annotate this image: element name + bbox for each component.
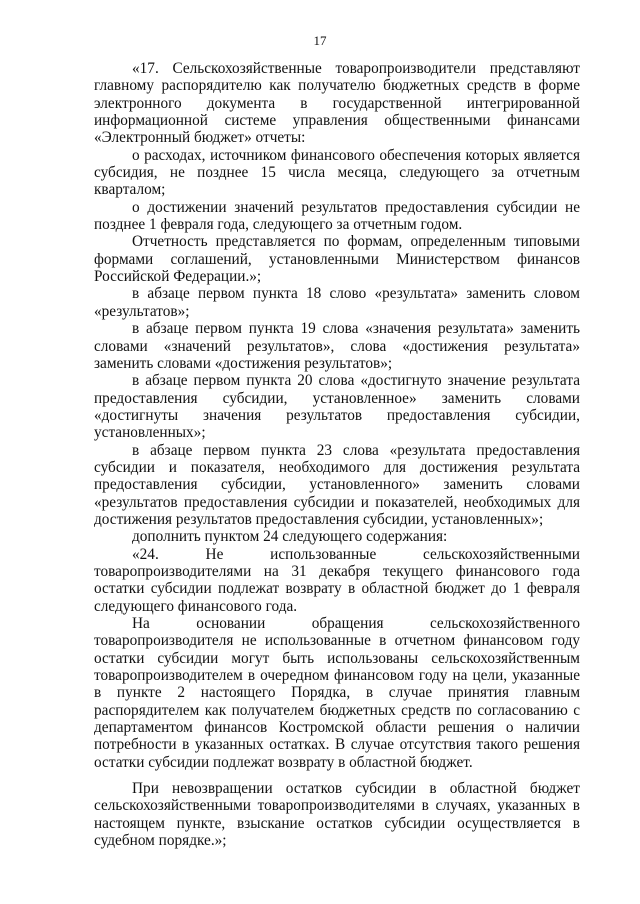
paragraph: «17. Сельскохозяйственные товаропроизводители представляют главному распорядителю как получателю бюджетных средств в форме электронного документа в государственной интегрированной информационной системе управления общественными финансами «Электронный бюджет» отчеты: xyxy=(94,60,580,147)
document-body xyxy=(94,60,580,849)
paragraph: о расходах, источником финансового обеспечения которых является субсидия, не позднее 15 числа месяца, следующего за отчетным кварталом; xyxy=(94,146,580,199)
paragraph: в абзаце первом пункта 20 слова «достигнуто значение результата предоставления субсидии, установленное» заменить словами «достигнуты значения результатов предоставления субсидии, установленных»; xyxy=(94,372,580,442)
paragraph: При невозвращении остатков субсидии в областной бюджет сельскохозяйственными товаропроизводителями в случаях, указанных в настоящем пункте, взыскание остатков субсидии осуществляется в судебном порядке.»; xyxy=(94,780,580,850)
paragraph: о достижении значений результатов предоставления субсидии не позднее 1 февраля года, следующего за отчетным годом. xyxy=(94,198,580,234)
paragraph: в абзаце первом пункта 23 слова «результата предоставления субсидии и показателя, необходимого для достижения результата предоставления субсидии, установленного» заменить словами «результатов предоставления субсидии и показателей, необходимых для достижения результатов предоставления субсидии, установленных»; xyxy=(94,441,580,528)
page-number: 17 xyxy=(313,33,327,48)
paragraph: Отчетность представляется по формам, определенным типовыми формами соглашений, установленными Министерством финансов Российской Федерации.»; xyxy=(94,233,580,286)
paragraph: «24. Не использованные сельскохозяйственными товаропроизводителями на 31 декабря текущего финансового года остатки субсидии подлежат возврату в областной бюджет до 1 февраля следующего финансового года. xyxy=(94,545,580,615)
paragraph: в абзаце первом пункта 18 слово «результата» заменить словом «результатов»; xyxy=(94,285,580,320)
paragraph: дополнить пунктом 24 следующего содержания: xyxy=(132,528,448,546)
paragraph: На основании обращения сельскохозяйственного товаропроизводителя не использованные в отчетном финансовом году остатки субсидии могут быть использованы сельскохозяйственным товаропроизводителем в очередном финансовом году на цели, указанные в пункте 2 настоящего Порядка, в случае принятия главным распорядителем как получателем бюджетных средств по согласованию с департаментом финансов Костромской области решения о наличии потребности в указанных остатках. В случае отсутствия такого решения остатки субсидии подлежат возврату в областной бюджет. xyxy=(94,615,580,771)
paragraph: в абзаце первом пункта 19 слова «значения результата» заменить словами «значений результатов», слова «достижения результата» заменить словами «достижения результатов»; xyxy=(94,320,580,372)
